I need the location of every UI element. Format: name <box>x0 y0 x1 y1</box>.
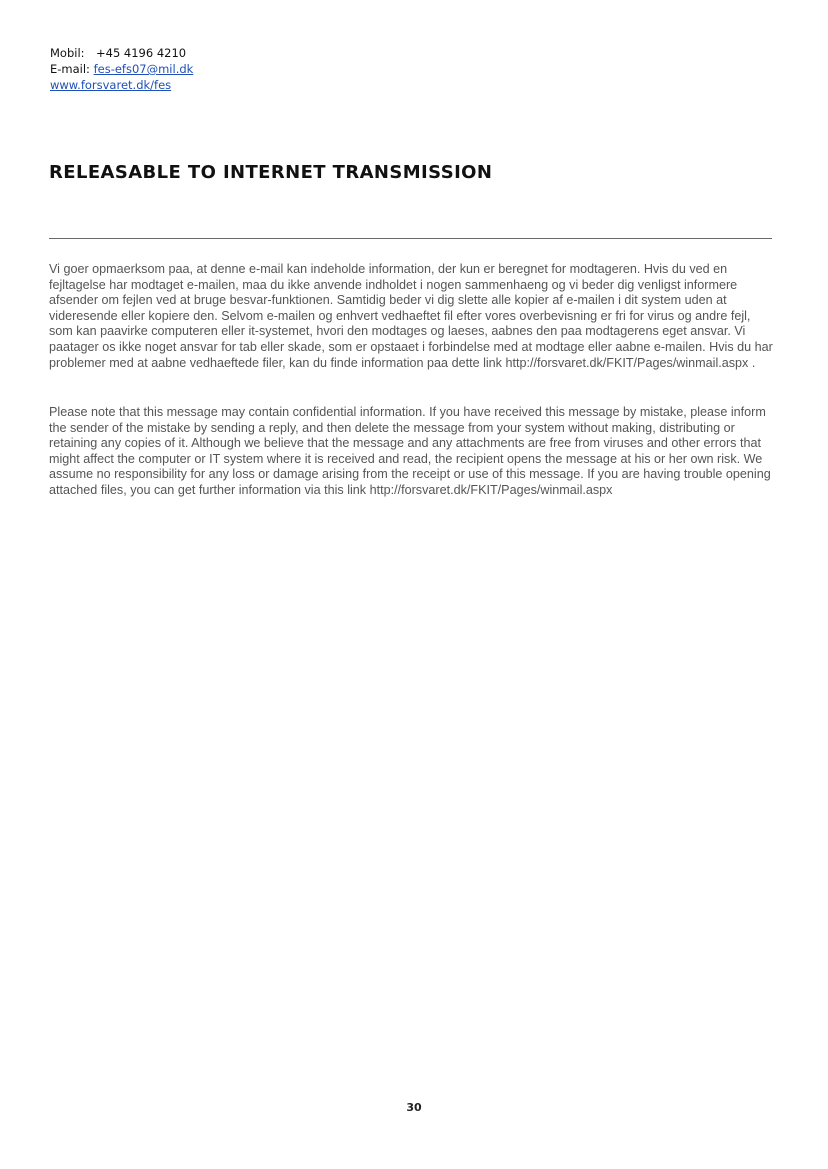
page-number: 30 <box>406 1101 422 1114</box>
email-row <box>50 61 193 77</box>
contact-block <box>50 45 193 93</box>
website-link[interactable]: www.forsvaret.dk/fes <box>50 78 172 92</box>
email-label: E-mail: <box>50 62 90 76</box>
mobile-label: Mobil: <box>50 46 85 60</box>
mobile-row <box>50 45 193 61</box>
website-row <box>50 77 193 93</box>
release-heading: RELEASABLE TO INTERNET TRANSMISSION <box>49 162 493 183</box>
disclaimer-english: Please note that this message may contain confidential information. If you have received this message by mistake, please inform the sender of the mistake by sending a reply, and then delete the message from your system without making, distributing or retaining any copies of it. Although we believe that the message and any attachments are free from viruses and other errors that might affect the computer or IT system where it is received and read, the recipient opens the message at his or her own risk. We assume no responsibility for any loss or damage arising from the receipt or use of this message. If you are having trouble opening attached files, you can get further information via this link http://forsvaret.dk/FKIT/Pages/winmail.aspx <box>49 405 771 497</box>
email-link[interactable]: fes-efs07@mil.dk <box>93 62 194 76</box>
disclaimer-danish: Vi goer opmaerksom paa, at denne e-mail kan indeholde information, der kun er beregnet for modtageren. Hvis du ved en fejltagelse har modtaget e-mailen, maa du ikke anvende indholdet i nogen sammenhaeng og vi beder dig venligst informere afsender om fejlen ved at bruge besvar-funktionen. Samtidig beder vi dig slette alle kopier af e-mailen i dit system uden at videresende eller kopiere den. Selvom e-mailen og enhvert vedhaeftet fil efter vores overbevisning er fri for virus og andre fejl, som kan paavirke computeren eller it-systemet, hvori den modtages og laeses, aabnes den paa modtagerens eget ansvar. Vi paatager os ikke noget ansvar for tab eller skade, som er opstaaet i forbindelse med at modtage eller aabne e-mailen. Hvis du har problemer med at aabne vedhaeftede filer, kan du finde information paa dette link http://forsvaret.dk/FKIT/Pages/winmail.aspx . <box>49 262 773 370</box>
divider-line <box>49 238 772 239</box>
mobile-number: +45 4196 4210 <box>96 46 187 60</box>
